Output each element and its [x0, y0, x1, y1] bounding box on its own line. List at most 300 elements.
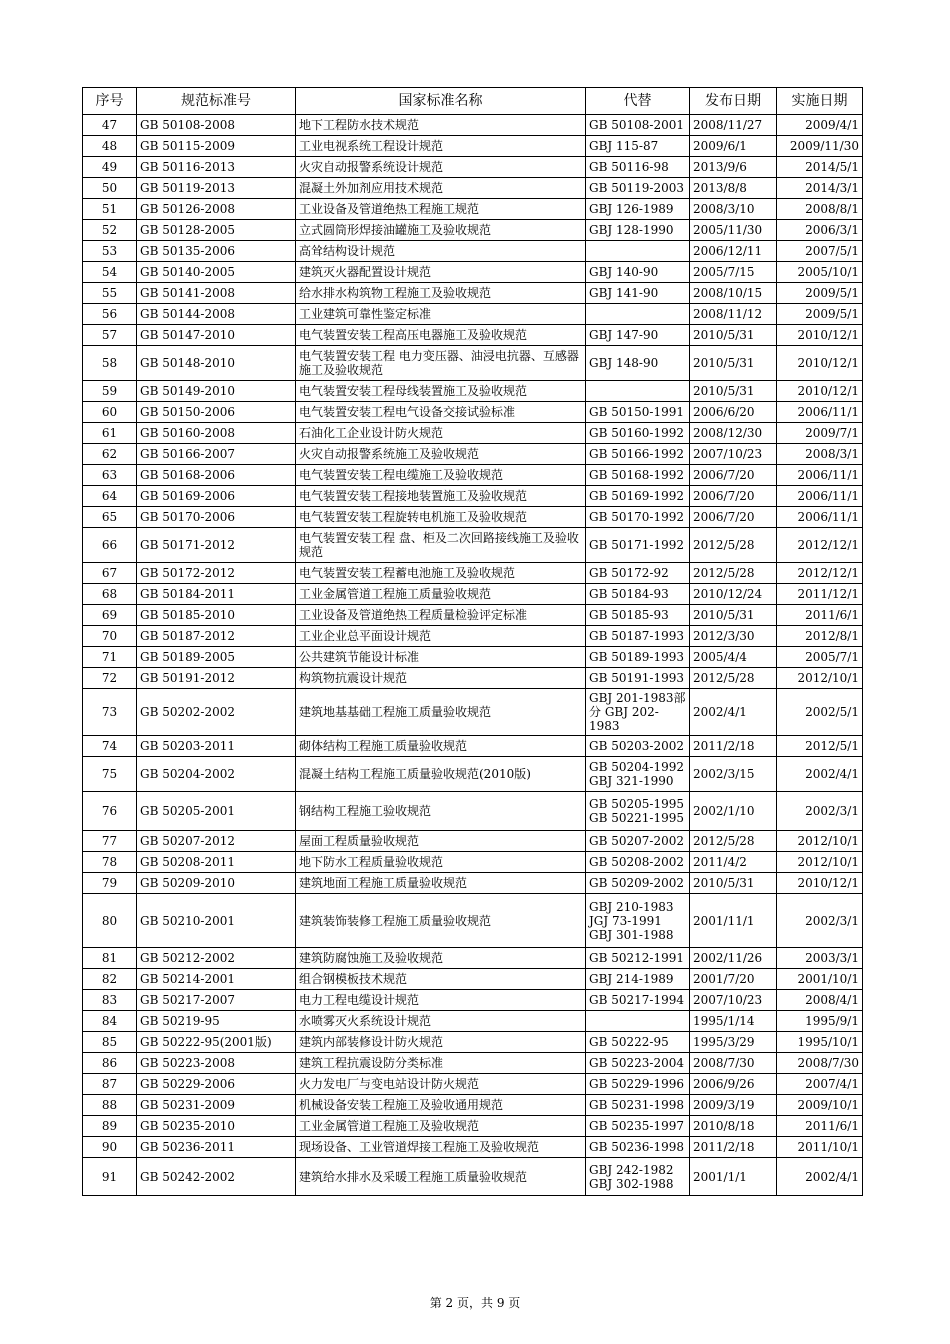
publish-date-cell: 2006/7/20: [690, 507, 777, 528]
publish-date-cell: 2007/10/23: [690, 990, 777, 1011]
standard-number-cell: GB 50187-2012: [137, 626, 296, 647]
publish-date-cell: 2002/4/1: [690, 689, 777, 736]
standard-name-cell: 工业设备及管道绝热工程施工规范: [296, 199, 586, 220]
header-no: 序号: [83, 88, 137, 115]
standard-number-cell: GB 50172-2012: [137, 563, 296, 584]
row-number-cell: 75: [83, 757, 137, 792]
standard-name-cell: 石油化工企业设计防火规范: [296, 423, 586, 444]
header-replaces: 代替: [586, 88, 690, 115]
standard-name-cell: 构筑物抗震设计规范: [296, 668, 586, 689]
implement-date-cell: 2009/5/1: [777, 304, 863, 325]
publish-date-cell: 2005/11/30: [690, 220, 777, 241]
publish-date-cell: 2009/3/19: [690, 1095, 777, 1116]
standard-name-cell: 火灾自动报警系统设计规范: [296, 157, 586, 178]
standard-number-cell: GB 50212-2002: [137, 948, 296, 969]
table-row: [83, 584, 863, 605]
row-number-cell: 82: [83, 969, 137, 990]
standard-number-cell: GB 50242-2002: [137, 1158, 296, 1196]
standard-number-cell: GB 50115-2009: [137, 136, 296, 157]
standard-number-cell: GB 50210-2001: [137, 894, 296, 948]
standard-name-cell: 公共建筑节能设计标准: [296, 647, 586, 668]
header-standard-number: 规范标准号: [137, 88, 296, 115]
standard-number-cell: GB 50149-2010: [137, 381, 296, 402]
implement-date-cell: 2007/5/1: [777, 241, 863, 262]
implement-date-cell: 2012/8/1: [777, 626, 863, 647]
replaces-cell: GB 50108-2001: [586, 115, 690, 136]
standard-name-cell: 工业金属管道工程施工及验收规范: [296, 1116, 586, 1137]
table-body: [83, 115, 863, 1196]
table-row: [83, 1053, 863, 1074]
standard-number-cell: GB 50202-2002: [137, 689, 296, 736]
standard-number-cell: GB 50185-2010: [137, 605, 296, 626]
row-number-cell: 87: [83, 1074, 137, 1095]
publish-date-cell: 2008/7/30: [690, 1053, 777, 1074]
implement-date-cell: 2009/11/30: [777, 136, 863, 157]
implement-date-cell: 2012/10/1: [777, 668, 863, 689]
implement-date-cell: 1995/9/1: [777, 1011, 863, 1032]
replaces-cell: GB 50185-93: [586, 605, 690, 626]
row-number-cell: 91: [83, 1158, 137, 1196]
header-publish-date: 发布日期: [690, 88, 777, 115]
implement-date-cell: 2002/5/1: [777, 689, 863, 736]
table-row: [83, 831, 863, 852]
table-row: [83, 1011, 863, 1032]
implement-date-cell: 2001/10/1: [777, 969, 863, 990]
standard-name-cell: 混凝土外加剂应用技术规范: [296, 178, 586, 199]
replaces-cell: GB 50212-1991: [586, 948, 690, 969]
table-row: [83, 852, 863, 873]
publish-date-cell: 2006/7/20: [690, 486, 777, 507]
implement-date-cell: 2012/10/1: [777, 852, 863, 873]
standard-number-cell: GB 50148-2010: [137, 346, 296, 381]
row-number-cell: 68: [83, 584, 137, 605]
standard-number-cell: GB 50219-95: [137, 1011, 296, 1032]
implement-date-cell: 2005/7/1: [777, 647, 863, 668]
standard-name-cell: 组合钢模板技术规范: [296, 969, 586, 990]
standard-number-cell: GB 50191-2012: [137, 668, 296, 689]
table-row: [83, 178, 863, 199]
row-number-cell: 85: [83, 1032, 137, 1053]
publish-date-cell: 2011/2/18: [690, 1137, 777, 1158]
replaces-cell: GBJ 141-90: [586, 283, 690, 304]
replaces-cell: GB 50223-2004: [586, 1053, 690, 1074]
implement-date-cell: 2006/11/1: [777, 402, 863, 423]
table-row: [83, 1158, 863, 1196]
implement-date-cell: 2008/8/1: [777, 199, 863, 220]
row-number-cell: 56: [83, 304, 137, 325]
publish-date-cell: 2010/5/31: [690, 873, 777, 894]
publish-date-cell: 2012/5/28: [690, 563, 777, 584]
table-row: [83, 115, 863, 136]
publish-date-cell: 2012/3/30: [690, 626, 777, 647]
implement-date-cell: 2009/5/1: [777, 283, 863, 304]
implement-date-cell: 2010/12/1: [777, 325, 863, 346]
standard-number-cell: GB 50168-2006: [137, 465, 296, 486]
standard-number-cell: GB 50171-2012: [137, 528, 296, 563]
row-number-cell: 84: [83, 1011, 137, 1032]
implement-date-cell: 2010/12/1: [777, 381, 863, 402]
replaces-cell: GBJ 210-1983 JGJ 73-1991 GBJ 301-1988: [586, 894, 690, 948]
implement-date-cell: 2008/7/30: [777, 1053, 863, 1074]
replaces-cell: GB 50205-1995 GB 50221-1995: [586, 792, 690, 831]
header-implement-date: 实施日期: [777, 88, 863, 115]
publish-date-cell: 2005/4/4: [690, 647, 777, 668]
table-row: [83, 1074, 863, 1095]
publish-date-cell: 2006/7/20: [690, 465, 777, 486]
standard-name-cell: 钢结构工程施工验收规范: [296, 792, 586, 831]
table-row: [83, 792, 863, 831]
replaces-cell: GBJ 214-1989: [586, 969, 690, 990]
table-row: [83, 262, 863, 283]
implement-date-cell: 1995/10/1: [777, 1032, 863, 1053]
row-number-cell: 76: [83, 792, 137, 831]
standard-name-cell: 建筑内部装修设计防火规范: [296, 1032, 586, 1053]
implement-date-cell: 2005/10/1: [777, 262, 863, 283]
publish-date-cell: 2002/11/26: [690, 948, 777, 969]
replaces-cell: GB 50222-95: [586, 1032, 690, 1053]
replaces-cell: GB 50191-1993: [586, 668, 690, 689]
standard-name-cell: 工业设备及管道绝热工程质量检验评定标准: [296, 605, 586, 626]
standard-name-cell: 地下工程防水技术规范: [296, 115, 586, 136]
publish-date-cell: 2008/3/10: [690, 199, 777, 220]
table-row: [83, 157, 863, 178]
implement-date-cell: 2011/6/1: [777, 605, 863, 626]
standards-table: [82, 87, 863, 1196]
replaces-cell: GB 50231-1998: [586, 1095, 690, 1116]
row-number-cell: 89: [83, 1116, 137, 1137]
standard-name-cell: 屋面工程质量验收规范: [296, 831, 586, 852]
implement-date-cell: 2012/12/1: [777, 528, 863, 563]
implement-date-cell: 2014/5/1: [777, 157, 863, 178]
publish-date-cell: 2012/5/28: [690, 831, 777, 852]
publish-date-cell: 2013/8/8: [690, 178, 777, 199]
standard-number-cell: GB 50217-2007: [137, 990, 296, 1011]
table-row: [83, 668, 863, 689]
row-number-cell: 53: [83, 241, 137, 262]
publish-date-cell: 2008/10/15: [690, 283, 777, 304]
table-row: [83, 325, 863, 346]
publish-date-cell: 2006/9/26: [690, 1074, 777, 1095]
replaces-cell: GBJ 201-1983部分 GBJ 202-1983: [586, 689, 690, 736]
standard-name-cell: 电气装置安装工程电缆施工及验收规范: [296, 465, 586, 486]
standard-name-cell: 火力发电厂与变电站设计防火规范: [296, 1074, 586, 1095]
standard-number-cell: GB 50214-2001: [137, 969, 296, 990]
standard-name-cell: 建筑防腐蚀施工及验收规范: [296, 948, 586, 969]
publish-date-cell: 2001/11/1: [690, 894, 777, 948]
table-row: [83, 283, 863, 304]
replaces-cell: GB 50187-1993: [586, 626, 690, 647]
standard-number-cell: GB 50205-2001: [137, 792, 296, 831]
row-number-cell: 64: [83, 486, 137, 507]
standard-name-cell: 砌体结构工程施工质量验收规范: [296, 736, 586, 757]
replaces-cell: GB 50207-2002: [586, 831, 690, 852]
replaces-cell: GB 50172-92: [586, 563, 690, 584]
publish-date-cell: 2006/12/11: [690, 241, 777, 262]
standard-number-cell: GB 50119-2013: [137, 178, 296, 199]
replaces-cell: GB 50236-1998: [586, 1137, 690, 1158]
table-row: [83, 346, 863, 381]
table-row: [83, 647, 863, 668]
standard-number-cell: GB 50135-2006: [137, 241, 296, 262]
standard-name-cell: 地下防水工程质量验收规范: [296, 852, 586, 873]
standard-number-cell: GB 50204-2002: [137, 757, 296, 792]
standard-number-cell: GB 50147-2010: [137, 325, 296, 346]
standard-name-cell: 水喷雾灭火系统设计规范: [296, 1011, 586, 1032]
standard-number-cell: GB 50116-2013: [137, 157, 296, 178]
standard-name-cell: 电气装置安装工程接地装置施工及验收规范: [296, 486, 586, 507]
standard-number-cell: GB 50203-2011: [137, 736, 296, 757]
table-row: [83, 241, 863, 262]
implement-date-cell: 2007/4/1: [777, 1074, 863, 1095]
publish-date-cell: 2006/6/20: [690, 402, 777, 423]
publish-date-cell: 2009/6/1: [690, 136, 777, 157]
standard-name-cell: 电气装置安装工程母线装置施工及验收规范: [296, 381, 586, 402]
row-number-cell: 83: [83, 990, 137, 1011]
row-number-cell: 65: [83, 507, 137, 528]
standard-number-cell: GB 50128-2005: [137, 220, 296, 241]
standard-number-cell: GB 50144-2008: [137, 304, 296, 325]
standard-name-cell: 工业建筑可靠性鉴定标准: [296, 304, 586, 325]
publish-date-cell: 2002/3/15: [690, 757, 777, 792]
table-row: [83, 948, 863, 969]
standard-name-cell: 立式圆筒形焊接油罐施工及验收规范: [296, 220, 586, 241]
standard-name-cell: 电气装置安装工程电气设备交接试验标准: [296, 402, 586, 423]
table-row: [83, 626, 863, 647]
publish-date-cell: 2011/4/2: [690, 852, 777, 873]
standard-number-cell: GB 50160-2008: [137, 423, 296, 444]
replaces-cell: GBJ 115-87: [586, 136, 690, 157]
replaces-cell: GB 50168-1992: [586, 465, 690, 486]
replaces-cell: GB 50203-2002: [586, 736, 690, 757]
implement-date-cell: 2010/12/1: [777, 873, 863, 894]
row-number-cell: 70: [83, 626, 137, 647]
standard-name-cell: 建筑地基基础工程施工质量验收规范: [296, 689, 586, 736]
standard-number-cell: GB 50235-2010: [137, 1116, 296, 1137]
table-row: [83, 528, 863, 563]
publish-date-cell: 2008/11/12: [690, 304, 777, 325]
replaces-cell: GB 50166-1992: [586, 444, 690, 465]
standard-name-cell: 给水排水构筑物工程施工及验收规范: [296, 283, 586, 304]
table-row: [83, 220, 863, 241]
standard-name-cell: 建筑灭火器配置设计规范: [296, 262, 586, 283]
standard-name-cell: 电气装置安装工程蓄电池施工及验收规范: [296, 563, 586, 584]
standard-number-cell: GB 50169-2006: [137, 486, 296, 507]
implement-date-cell: 2002/4/1: [777, 757, 863, 792]
table-row: [83, 1032, 863, 1053]
replaces-cell: GB 50150-1991: [586, 402, 690, 423]
implement-date-cell: 2009/7/1: [777, 423, 863, 444]
publish-date-cell: 2008/12/30: [690, 423, 777, 444]
implement-date-cell: 2011/6/1: [777, 1116, 863, 1137]
replaces-cell: GBJ 147-90: [586, 325, 690, 346]
row-number-cell: 47: [83, 115, 137, 136]
replaces-cell: GB 50208-2002: [586, 852, 690, 873]
table-row: [83, 444, 863, 465]
row-number-cell: 77: [83, 831, 137, 852]
replaces-cell: GB 50235-1997: [586, 1116, 690, 1137]
replaces-cell: GB 50169-1992: [586, 486, 690, 507]
publish-date-cell: 2010/8/18: [690, 1116, 777, 1137]
replaces-cell: GB 50217-1994: [586, 990, 690, 1011]
row-number-cell: 57: [83, 325, 137, 346]
implement-date-cell: 2003/3/1: [777, 948, 863, 969]
publish-date-cell: 2007/10/23: [690, 444, 777, 465]
standard-name-cell: 建筑给水排水及采暖工程施工质量验收规范: [296, 1158, 586, 1196]
standard-number-cell: GB 50184-2011: [137, 584, 296, 605]
table-row: [83, 894, 863, 948]
standard-number-cell: GB 50140-2005: [137, 262, 296, 283]
replaces-cell: GB 50209-2002: [586, 873, 690, 894]
row-number-cell: 67: [83, 563, 137, 584]
table-row: [83, 1095, 863, 1116]
replaces-cell: [586, 1011, 690, 1032]
publish-date-cell: 2008/11/27: [690, 115, 777, 136]
row-number-cell: 86: [83, 1053, 137, 1074]
implement-date-cell: 2009/10/1: [777, 1095, 863, 1116]
replaces-cell: GB 50170-1992: [586, 507, 690, 528]
table-row: [83, 402, 863, 423]
standard-name-cell: 电力工程电缆设计规范: [296, 990, 586, 1011]
standard-name-cell: 混凝土结构工程施工质量验收规范(2010版): [296, 757, 586, 792]
implement-date-cell: 2009/4/1: [777, 115, 863, 136]
table-row: [83, 1137, 863, 1158]
implement-date-cell: 2010/12/1: [777, 346, 863, 381]
replaces-cell: GBJ 148-90: [586, 346, 690, 381]
row-number-cell: 81: [83, 948, 137, 969]
publish-date-cell: 2012/5/28: [690, 528, 777, 563]
row-number-cell: 62: [83, 444, 137, 465]
publish-date-cell: 2005/7/15: [690, 262, 777, 283]
header-row: [83, 88, 863, 115]
table-row: [83, 423, 863, 444]
standard-name-cell: 电气装置安装工程高压电器施工及验收规范: [296, 325, 586, 346]
publish-date-cell: 2010/12/24: [690, 584, 777, 605]
standard-name-cell: 电气装置安装工程 电力变压器、油浸电抗器、互感器施工及验收规范: [296, 346, 586, 381]
implement-date-cell: 2002/3/1: [777, 792, 863, 831]
table-row: [83, 486, 863, 507]
row-number-cell: 88: [83, 1095, 137, 1116]
replaces-cell: GB 50189-1993: [586, 647, 690, 668]
implement-date-cell: 2011/10/1: [777, 1137, 863, 1158]
replaces-cell: GB 50116-98: [586, 157, 690, 178]
table-row: [83, 507, 863, 528]
publish-date-cell: 1995/3/29: [690, 1032, 777, 1053]
page-footer: 第 2 页，共 9 页: [429, 1296, 521, 1310]
standard-number-cell: GB 50141-2008: [137, 283, 296, 304]
row-number-cell: 61: [83, 423, 137, 444]
replaces-cell: GBJ 242-1982 GBJ 302-1988: [586, 1158, 690, 1196]
standard-number-cell: GB 50223-2008: [137, 1053, 296, 1074]
table-row: [83, 969, 863, 990]
standard-name-cell: 机械设备安装工程施工及验收通用规范: [296, 1095, 586, 1116]
replaces-cell: GB 50184-93: [586, 584, 690, 605]
row-number-cell: 79: [83, 873, 137, 894]
standard-number-cell: GB 50126-2008: [137, 199, 296, 220]
row-number-cell: 59: [83, 381, 137, 402]
standard-number-cell: GB 50150-2006: [137, 402, 296, 423]
row-number-cell: 71: [83, 647, 137, 668]
row-number-cell: 73: [83, 689, 137, 736]
standard-number-cell: GB 50231-2009: [137, 1095, 296, 1116]
standard-name-cell: 电气装置安装工程旋转电机施工及验收规范: [296, 507, 586, 528]
row-number-cell: 51: [83, 199, 137, 220]
implement-date-cell: 2002/4/1: [777, 1158, 863, 1196]
publish-date-cell: 2001/7/20: [690, 969, 777, 990]
implement-date-cell: 2008/3/1: [777, 444, 863, 465]
publish-date-cell: 2010/5/31: [690, 346, 777, 381]
standard-name-cell: 建筑地面工程施工质量验收规范: [296, 873, 586, 894]
row-number-cell: 80: [83, 894, 137, 948]
standard-name-cell: 工业金属管道工程施工质量验收规范: [296, 584, 586, 605]
replaces-cell: GB 50204-1992 GBJ 321-1990: [586, 757, 690, 792]
publish-date-cell: 2011/2/18: [690, 736, 777, 757]
implement-date-cell: 2012/12/1: [777, 563, 863, 584]
standard-name-cell: 高耸结构设计规范: [296, 241, 586, 262]
implement-date-cell: 2014/3/1: [777, 178, 863, 199]
standard-number-cell: GB 50222-95(2001版): [137, 1032, 296, 1053]
standard-number-cell: GB 50189-2005: [137, 647, 296, 668]
replaces-cell: GB 50171-1992: [586, 528, 690, 563]
row-number-cell: 72: [83, 668, 137, 689]
table-row: [83, 304, 863, 325]
implement-date-cell: 2002/3/1: [777, 894, 863, 948]
standard-name-cell: 火灾自动报警系统施工及验收规范: [296, 444, 586, 465]
table-row: [83, 990, 863, 1011]
publish-date-cell: 2010/5/31: [690, 381, 777, 402]
replaces-cell: GB 50229-1996: [586, 1074, 690, 1095]
standard-number-cell: GB 50229-2006: [137, 1074, 296, 1095]
row-number-cell: 90: [83, 1137, 137, 1158]
implement-date-cell: 2006/3/1: [777, 220, 863, 241]
row-number-cell: 48: [83, 136, 137, 157]
row-number-cell: 78: [83, 852, 137, 873]
implement-date-cell: 2006/11/1: [777, 507, 863, 528]
replaces-cell: [586, 381, 690, 402]
standard-name-cell: 建筑装饰装修工程施工质量验收规范: [296, 894, 586, 948]
standard-name-cell: 电气装置安装工程 盘、柜及二次回路接线施工及验收规范: [296, 528, 586, 563]
standard-number-cell: GB 50108-2008: [137, 115, 296, 136]
row-number-cell: 63: [83, 465, 137, 486]
replaces-cell: GBJ 140-90: [586, 262, 690, 283]
table-row: [83, 381, 863, 402]
standard-name-cell: 工业电视系统工程设计规范: [296, 136, 586, 157]
standard-number-cell: GB 50209-2010: [137, 873, 296, 894]
implement-date-cell: 2008/4/1: [777, 990, 863, 1011]
standard-number-cell: GB 50170-2006: [137, 507, 296, 528]
replaces-cell: GB 50119-2003: [586, 178, 690, 199]
row-number-cell: 55: [83, 283, 137, 304]
publish-date-cell: 2001/1/1: [690, 1158, 777, 1196]
row-number-cell: 74: [83, 736, 137, 757]
publish-date-cell: 2002/1/10: [690, 792, 777, 831]
standard-number-cell: GB 50207-2012: [137, 831, 296, 852]
replaces-cell: GBJ 128-1990: [586, 220, 690, 241]
row-number-cell: 49: [83, 157, 137, 178]
standard-name-cell: 工业企业总平面设计规范: [296, 626, 586, 647]
replaces-cell: [586, 304, 690, 325]
standard-number-cell: GB 50166-2007: [137, 444, 296, 465]
row-number-cell: 52: [83, 220, 137, 241]
row-number-cell: 66: [83, 528, 137, 563]
table-row: [83, 873, 863, 894]
row-number-cell: 50: [83, 178, 137, 199]
replaces-cell: GBJ 126-1989: [586, 199, 690, 220]
header-standard-name: 国家标准名称: [296, 88, 586, 115]
row-number-cell: 69: [83, 605, 137, 626]
table-row: [83, 199, 863, 220]
standard-name-cell: 建筑工程抗震设防分类标准: [296, 1053, 586, 1074]
publish-date-cell: 2013/9/6: [690, 157, 777, 178]
